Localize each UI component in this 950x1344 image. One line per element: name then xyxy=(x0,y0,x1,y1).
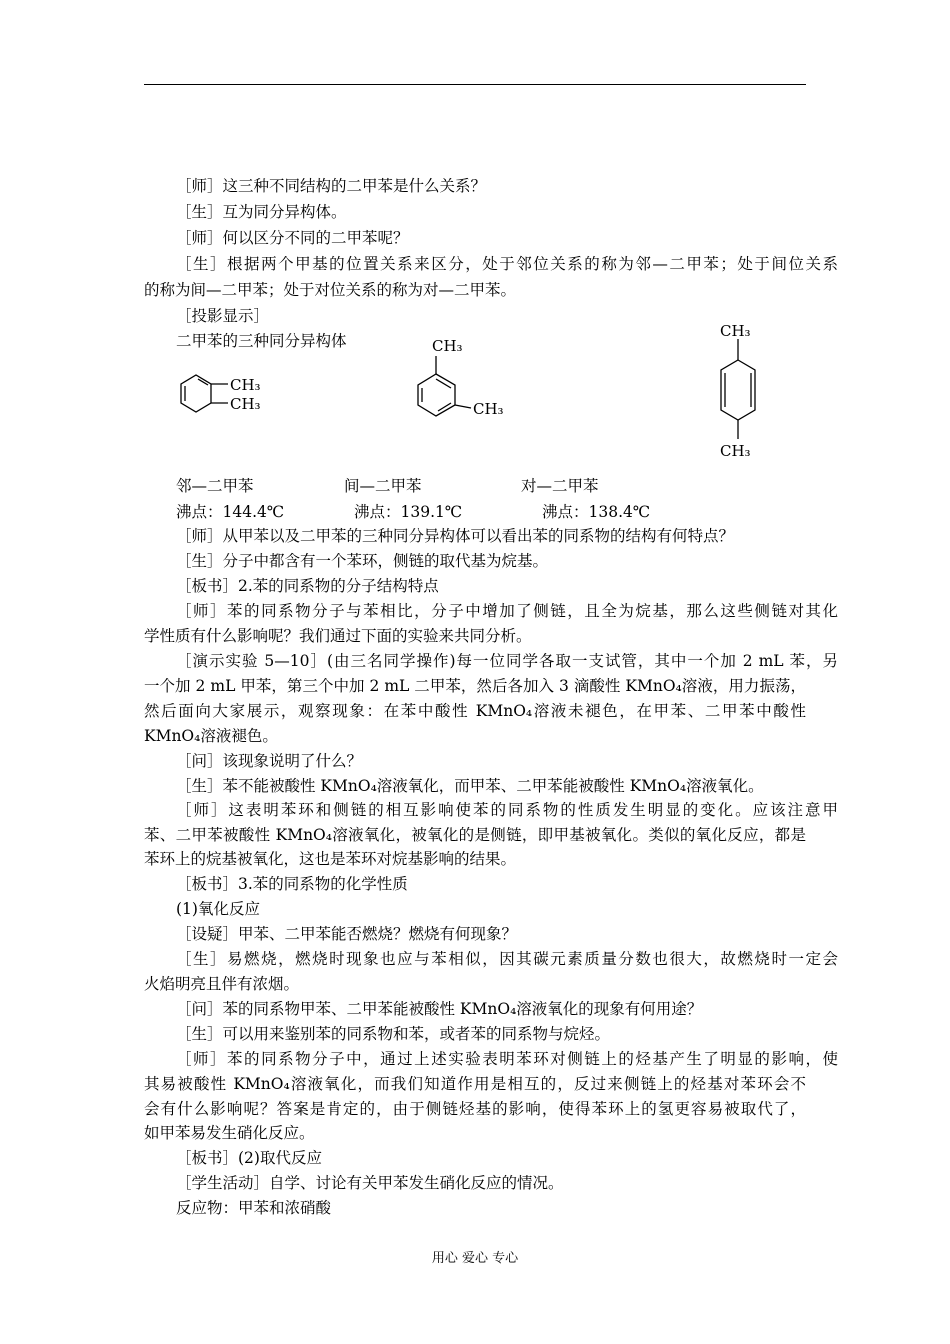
paragraph: 学性质有什么影响呢？我们通过下面的实验来共同分析。 xyxy=(144,627,532,645)
para-xylene-structure xyxy=(700,317,790,462)
meta-boiling-point: 沸点：139.1℃ xyxy=(354,503,463,521)
paragraph: ［演示实验 5—10］(由三名同学操作)每一位同学各取一支试管，其中一个加 2 mL 苯，另 xyxy=(176,652,838,670)
page-footer: 用心 爱心 专心 xyxy=(431,1251,519,1266)
meta-xylene-structure xyxy=(405,332,525,427)
paragraph: ［生］苯不能被酸性 KMnO₄溶液氧化，而甲苯、二甲苯能被酸性 KMnO₄溶液氧化。 xyxy=(176,777,764,795)
para-methyl-2: CH₃ xyxy=(720,442,751,460)
para-xylene-name: 对—二甲苯 xyxy=(521,477,599,495)
paragraph: 一个加 2 mL 甲苯，第三个中加 2 mL 二甲苯，然后各加入 3 滴酸性 KMnO₄溶液，用力振荡， xyxy=(144,677,806,695)
paragraph: ［师］苯的同系物分子中，通过上述实验表明苯环对侧链上的烃基产生了明显的影响，使 xyxy=(176,1050,838,1068)
figure-caption: 二甲苯的三种同分异构体 xyxy=(176,332,347,350)
paragraph: KMnO₄溶液褪色。 xyxy=(144,727,278,745)
ortho-methyl-2: CH₃ xyxy=(230,395,261,413)
paragraph: 其易被酸性 KMnO₄溶液氧化，而我们知道作用是相互的，反过来侧链上的烃基对苯环会不 xyxy=(144,1075,806,1093)
ortho-xylene-name: 邻—二甲苯 xyxy=(176,477,254,495)
paragraph: ［投影显示］ xyxy=(176,307,270,325)
meta-xylene-name: 间—二甲苯 xyxy=(344,477,422,495)
paragraph: 苯环上的烷基被氧化，这也是苯环对烷基影响的结果。 xyxy=(144,850,517,868)
paragraph: ［设疑］甲苯、二甲苯能否燃烧？燃烧有何现象？ xyxy=(176,925,518,943)
paragraph: ［问］该现象说明了什么？ xyxy=(176,752,363,770)
ortho-methyl-1: CH₃ xyxy=(230,376,261,394)
paragraph: ［问］苯的同系物甲苯、二甲苯能被酸性 KMnO₄溶液氧化的现象有何用途？ xyxy=(176,1000,703,1018)
paragraph: ［板书］(2)取代反应 xyxy=(176,1149,322,1167)
meta-methyl-2: CH₃ xyxy=(473,400,504,418)
paragraph: ［生］分子中都含有一个苯环，侧链的取代基为烷基。 xyxy=(176,552,549,570)
paragraph: ［学生活动］自学、讨论有关甲苯发生硝化反应的情况。 xyxy=(176,1174,564,1192)
paragraph: ［生］根据两个甲基的位置关系来区分，处于邻位关系的称为邻—二甲苯；处于间位关系 xyxy=(176,255,838,273)
ortho-boiling-point: 沸点：144.4℃ xyxy=(176,503,285,521)
paragraph: ［师］从甲苯以及二甲苯的三种同分异构体可以看出苯的同系物的结构有何特点？ xyxy=(176,527,735,545)
paragraph: ［生］互为同分异构体。 xyxy=(176,203,347,221)
paragraph: ［生］易燃烧，燃烧时现象也应与苯相似，因其碳元素质量分数也很大，故燃烧时一定会 xyxy=(176,950,838,968)
paragraph: (1)氧化反应 xyxy=(176,900,260,918)
paragraph: ［板书］2.苯的同系物的分子结构特点 xyxy=(176,577,439,595)
paragraph: ［生］可以用来鉴别苯的同系物和苯，或者苯的同系物与烷烃。 xyxy=(176,1025,611,1043)
meta-methyl-1: CH₃ xyxy=(432,337,463,355)
paragraph: ［师］这表明苯环和侧链的相互影响使苯的同系物的性质发生明显的变化。应该注意甲 xyxy=(176,801,838,819)
paragraph: 火焰明亮且伴有浓烟。 xyxy=(144,975,300,993)
paragraph: ［师］苯的同系物分子与苯相比，分子中增加了侧链，且全为烷基，那么这些侧链对其化 xyxy=(176,602,838,620)
paragraph: 的称为间—二甲苯；处于对位关系的称为对—二甲苯。 xyxy=(144,281,517,299)
ortho-xylene-structure xyxy=(172,362,282,422)
paragraph: ［师］这三种不同结构的二甲苯是什么关系？ xyxy=(176,177,487,195)
para-methyl-1: CH₃ xyxy=(720,322,751,340)
header-rule xyxy=(144,84,806,85)
paragraph: ［师］何以区分不同的二甲苯呢？ xyxy=(176,229,409,247)
paragraph: 反应物：甲苯和浓硝酸 xyxy=(176,1199,332,1217)
paragraph: 如甲苯易发生硝化反应。 xyxy=(144,1124,315,1142)
paragraph: 会有什么影响呢？答案是肯定的，由于侧链烃基的影响，使得苯环上的氢更容易被取代了， xyxy=(144,1100,806,1118)
para-boiling-point: 沸点：138.4℃ xyxy=(542,503,651,521)
paragraph: ［板书］3.苯的同系物的化学性质 xyxy=(176,875,408,893)
paragraph: 苯、二甲苯被酸性 KMnO₄溶液氧化，被氧化的是侧链，即甲基被氧化。类似的氧化反应，都是 xyxy=(144,826,806,844)
paragraph: 然后面向大家展示，观察现象：在苯中酸性 KMnO₄溶液未褪色，在甲苯、二甲苯中酸性 xyxy=(144,702,806,720)
